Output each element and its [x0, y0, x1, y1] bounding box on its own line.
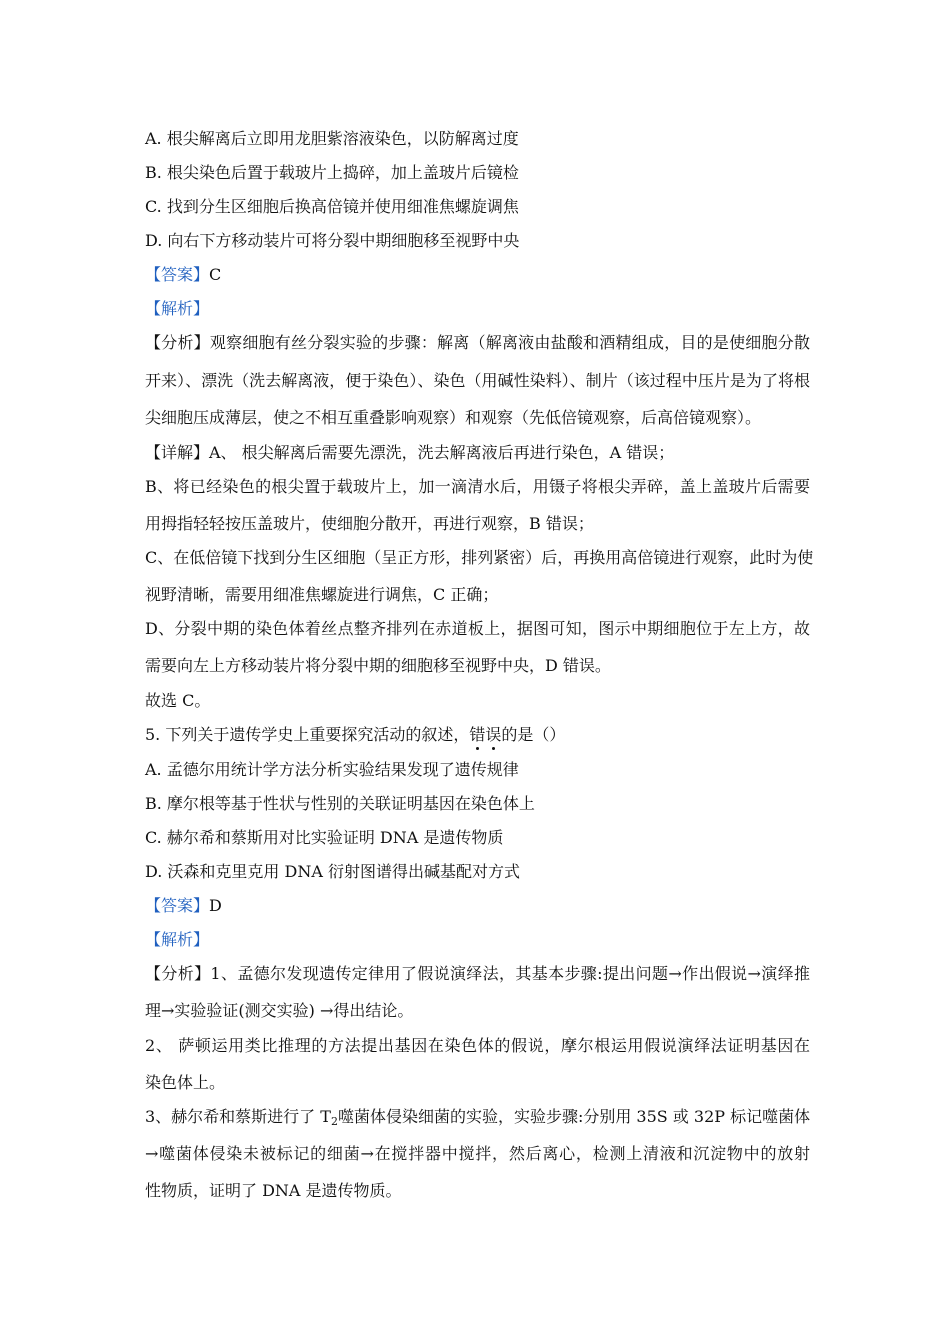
q4-option-a: A. 根尖解离后立即用龙胆紫溶液染色，以防解离过度 — [145, 129, 519, 148]
q5-item3-text: 噬菌体侵染细菌的实验，实验步骤:分别用 35S 或 32P 标记噬菌体 — [337, 1107, 811, 1126]
q4-analysis-line: 【分析】观察细胞有丝分裂实验的步骤：解离（解离液由盐酸和酒精组成，目的是使细胞分散 — [145, 333, 810, 352]
q4-option-d: D. 向右下方移动装片可将分裂中期细胞移至视野中央 — [145, 231, 520, 250]
q5-analysis-line: 【分析】1、孟德尔发现遗传定律用了假说演绎法，其基本步骤:提出问题→作出假说→演绎推 — [145, 964, 810, 983]
q4-detail-d: D、分裂中期的染色体着丝点整齐排列在赤道板上，据图可知，图示中期细胞位于左上方，故 — [145, 619, 810, 638]
q5-option-c: C. 赫尔希和蔡斯用对比实验证明 DNA 是遗传物质 — [145, 828, 504, 847]
q5-item3 — [145, 1104, 810, 1128]
q5-analysis-line: 理→实验验证(测交实验) →得出结论。 — [145, 1001, 414, 1020]
q5-answer-line — [145, 893, 810, 916]
q4-option-c: C. 找到分生区细胞后换高倍镜并使用细准焦螺旋调焦 — [145, 197, 519, 216]
q4-detail-a: 【详解】A、 根尖解离后需要先漂洗，洗去解离液后再进行染色，A 错误； — [145, 443, 675, 462]
q5-analysis-label: 【解析】 — [145, 930, 210, 949]
q5-stem-emphasis: 误 — [485, 725, 502, 744]
q4-detail-b: B、将已经染色的根尖置于载玻片上，加一滴清水后，用镊子将根尖弄碎，盖上盖玻片后需要 — [145, 477, 810, 496]
q5-option-a: A. 孟德尔用统计学方法分析实验结果发现了遗传规律 — [145, 760, 519, 779]
q5-stem-emphasis: 错 — [469, 725, 486, 744]
q4-option-b: B. 根尖染色后置于载玻片上捣碎，加上盖玻片后镜检 — [145, 163, 519, 182]
q4-answer-value: C — [209, 265, 222, 284]
q4-conclusion: 故选 C。 — [145, 691, 211, 710]
q5-item3-text: 3、赫尔希和蔡斯进行了 T — [145, 1107, 331, 1126]
q5-stem-text: 5. 下列关于遗传学史上重要探究活动的叙述， — [145, 725, 470, 744]
q5-item3-line: 性物质，证明了 DNA 是遗传物质。 — [145, 1181, 402, 1200]
q4-detail-b-cont: 用拇指轻轻按压盖玻片，使细胞分散开，再进行观察，B 错误； — [145, 514, 594, 533]
q4-detail-d-cont: 需要向左上方移动装片将分裂中期的细胞移至视野中央，D 错误。 — [145, 656, 611, 675]
q4-answer-line — [145, 262, 810, 285]
q5-stem-text: 的是（） — [501, 725, 566, 744]
q5-item3-line: →噬菌体侵染未被标记的细菌→在搅拌器中搅拌，然后离心，检测上清液和沉淀物中的放射 — [145, 1144, 810, 1163]
q4-analysis-label: 【解析】 — [145, 299, 210, 318]
q5-option-b: B. 摩尔根等基于性状与性别的关联证明基因在染色体上 — [145, 794, 535, 813]
q5-analysis-line: 染色体上。 — [145, 1073, 226, 1092]
q4-analysis-line: 开来）、漂洗（洗去解离液，便于染色）、染色（用碱性染料）、制片（该过程中压片是为了将根 — [145, 371, 810, 390]
q4-detail-c-cont: 视野清晰，需要用细准焦螺旋进行调焦，C 正确； — [145, 585, 499, 604]
q5-answer-label: 【答案】 — [145, 896, 210, 915]
q4-answer-label: 【答案】 — [145, 265, 210, 284]
q4-detail-c: C、在低倍镜下找到分生区细胞（呈正方形，排列紧密）后，再换用高倍镜进行观察，此时为使 — [145, 548, 814, 567]
q5-option-d: D. 沃森和克里克用 DNA 衍射图谱得出碱基配对方式 — [145, 862, 520, 881]
q5-stem — [145, 722, 810, 745]
q5-item3-subscript: 2 — [330, 1115, 338, 1128]
q5-analysis-line: 2、 萨顿运用类比推理的方法提出基因在染色体的假说，摩尔根运用假说演绎法证明基因在 — [145, 1036, 810, 1055]
q5-answer-value: D — [209, 896, 222, 915]
q4-analysis-line: 尖细胞压成薄层，使之不相互重叠影响观察）和观察（先低倍镜观察，后高倍镜观察）。 — [145, 408, 762, 427]
